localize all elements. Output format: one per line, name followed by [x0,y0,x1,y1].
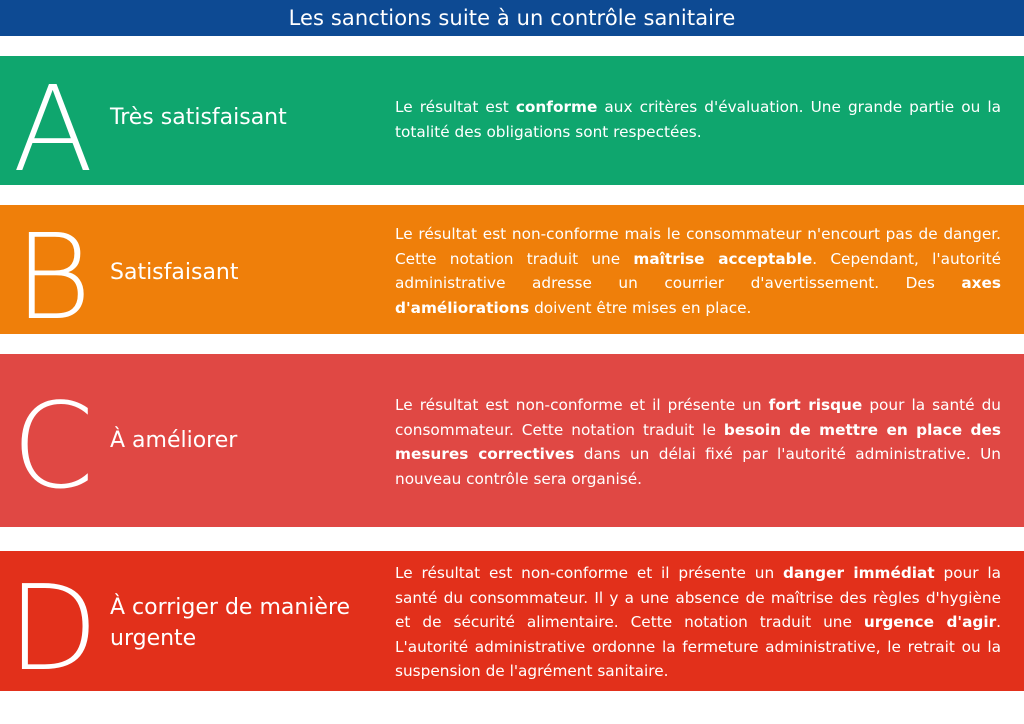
description-text: Le résultat est non-conforme et il présente un [395,396,769,414]
description-text: dans un délai fixé par l'autorité administrative. Un nouveau contrôle sera organisé. [395,445,1001,488]
emphasis-text: danger immédiat [783,564,935,582]
emphasis-text: besoin de mettre en place des mesures correctives [395,420,1001,463]
description-text: pour la santé du consommateur. Cette notation traduit le [395,396,1001,439]
rating-row-a [0,56,1024,198]
rating-label-d: À corriger de manière urgente [110,595,351,651]
description-text: doivent être mises en place. [529,298,752,317]
emphasis-text: axes d'améliorations [395,274,1001,317]
description-text: . L'autorité administrative ordonne la fermeture administrative, le retrait ou la suspension de l'agrément sanitaire. [395,613,1002,680]
emphasis-text: fort risque [768,396,863,414]
description-text: Le résultat est non-conforme et il présente un [395,564,783,582]
page-title-bar [0,0,1024,36]
rating-description-b [395,222,1001,320]
rating-letter-b: B [14,208,92,346]
rating-label-b: Satisfaisant [110,260,239,285]
rating-description-d [395,561,1001,684]
rating-description-a [395,95,1001,144]
rating-description-c [395,393,1001,491]
description-text: aux critères d'évaluation. Une grande partie ou la totalité des obligations sont respectées. [395,98,1001,141]
description-text: . Cependant, l'autorité administrative adresse un courrier d'avertissement. Des [395,249,1001,292]
rating-letter-d: D [7,559,99,697]
rating-letter-c: C [11,377,95,515]
rating-label-a: Très satisfaisant [110,105,287,130]
rating-row-d [0,551,1024,697]
rating-row-b [0,205,1024,346]
description-text: Le résultat est non-conforme mais le consommateur n'encourt pas de danger. Cette notation traduit une [395,225,1001,268]
emphasis-text: conforme [515,98,598,116]
description-text: Le résultat est [395,98,516,116]
rating-letter-a: A [12,60,94,198]
rating-row-c [0,354,1024,527]
emphasis-text: maîtrise acceptable [633,249,813,268]
emphasis-text: urgence d'agir [863,613,997,631]
description-text: pour la santé du consommateur. Il y a une absence de maîtrise des règles d'hygiène et de sécurité alimentaire. Cette notation traduit une [395,564,1001,631]
page-title: Les sanctions suite à un contrôle sanitaire [288,6,736,30]
rating-label-c: À améliorer [110,428,238,453]
